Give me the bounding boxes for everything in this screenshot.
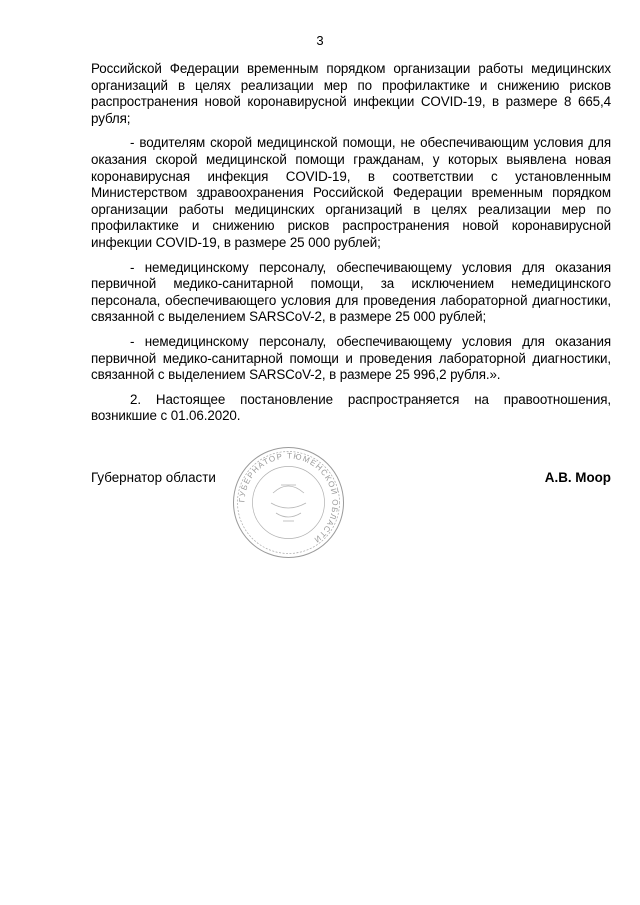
official-seal-icon [231,445,346,560]
signatory-title: Губернатор области [91,470,216,485]
document-body [91,61,611,433]
paragraph-nonmedical-staff-lab: - немедицинскому персоналу, обеспечивающему условия для оказания первичной медико-санитарной помощи и проведения лабораторной диагностики, связанной с выделением SARSCoV-2, в размере 25 996,2 рубля.». [91,333,611,383]
paragraph-continuation: Российской Федерации временным порядком организации работы медицинских организаций в целях реализации мер по профилактике и снижению рисков распространения новой коронавирусной инфекции COVID-19, в размере 8 665,4 рубля; [91,61,611,126]
paragraph-nonmedical-staff-primary: - немедицинскому персоналу, обеспечивающему условия для оказания первичной медико-санитарной помощи, за исключением немедицинского персонала, обеспечивающего условия для проведения лабораторной диагностики, связанной с выделением SARSCoV-2, в размере 25 000 рублей; [91,259,611,325]
page-number: 3 [316,33,324,48]
paragraph-ambulance-drivers: - водителям скорой медицинской помощи, не обеспечивающим условия для оказания скорой медицинской помощи гражданам, у которых выявлена новая коронавирусная инфекция COVID-19, в соответствии с установленным Министерством здравоохранения Российской Федерации временным порядком организации работы медицинских организаций в целях реализации мер по профилактике и снижению рисков распространения новой коронавирусной инфекции COVID-19, в размере 25 000 рублей; [91,135,611,250]
seal-text: ГУБЕРНАТОР ТЮМЕНСКОЙ ОБЛАСТИ [237,451,340,545]
paragraph-effective-date: 2. Настоящее постановление распространяется на правоотношения, возникшие с 01.06.2020. [91,391,611,424]
signature-block [91,451,611,550]
signatory-name: А.В. Моор [544,470,611,485]
